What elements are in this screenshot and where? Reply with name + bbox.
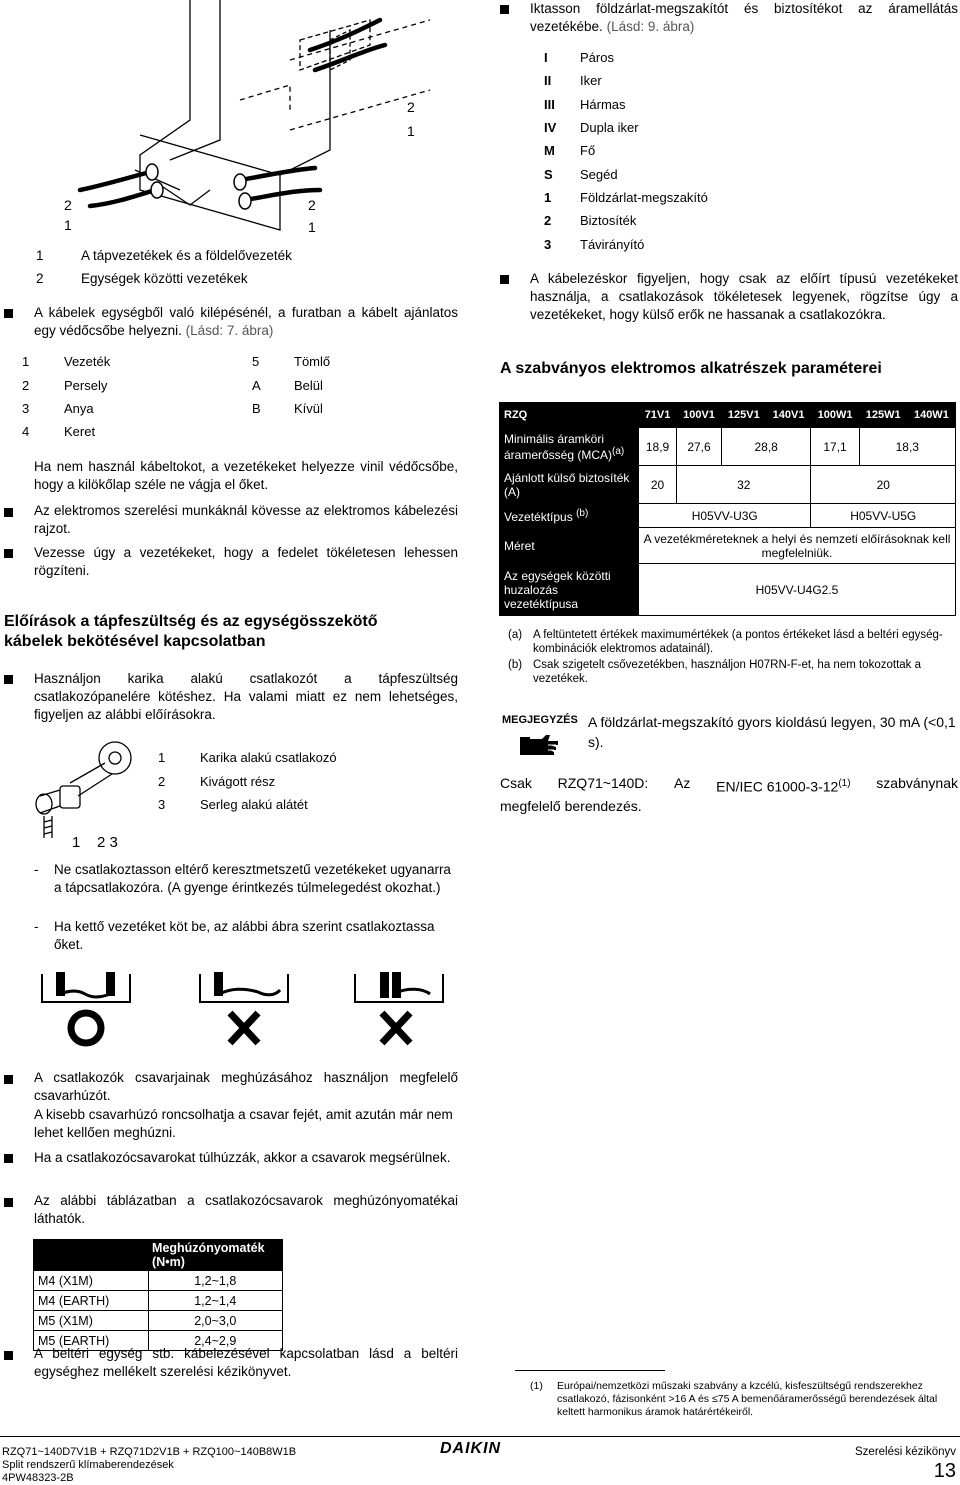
fig1-legend xyxy=(36,247,456,293)
fig7-legend: 1 Vezeték 2 Persely 3 Anya 4 Keret 5 Tömlő A Belül B Kívül xyxy=(22,354,331,439)
fig1-label: 1 xyxy=(407,123,415,139)
paragraph: Iktasson földzárlat-megszakítót és biztosítékot az áramellátás vezetékébe. (Lásd: 9. ábra) xyxy=(530,1,958,34)
note-text: A földzárlat-megszakító gyors kioldású legyen, 30 mA (<0,1 s). xyxy=(588,714,956,750)
product-name: Split rendszerű klímaberendezések xyxy=(2,1459,174,1471)
bullet xyxy=(4,549,13,558)
paragraph: Az alábbi táblázatban a csatlakozócsavarok meghúzónyomatékai láthatók. xyxy=(34,1193,458,1226)
footnote: (1) Európai/nemzetközi műszaki szabvány a kzcélú, kisfeszültségű rendszerekhez csatlakozó, fázisonként >16 A és ≤75 A bemenőáramerősségű berendezések által keltett harmonikus áramok határértékeiről. xyxy=(530,1380,938,1418)
paragraph: A kábelek egységből való kilépésénél, a furatban a kábelt ajánlatos egy védőcsőbe helyezni. (Lásd: 7. ábra) xyxy=(34,305,458,338)
section-heading: Előírások a tápfeszültség és az egységösszekötő kábelek bekötésével kapcsolatban xyxy=(4,613,378,650)
bullet xyxy=(4,309,13,318)
electrical-spec-table: RZQ 71V1 100V1 125V1 140V1 100W1 125W1 140W1 Minimális áramköri áramerősség (MCA)$^{(a)}$ 18,9 27,6 28,8 17,1 18,3 Ajánlott külső biztosíték (A) 20 32 20 Vezetéktípus $^{(b)}$ H05VV-U3G H05VV-U5G Méret A vezetékméreteknek a helyi és nemzeti előírásoknak kell megfelelniük. Az egységek közötti huzalozás vezetéktípusa H05VV-U4G2.5 xyxy=(499,402,956,616)
wire-connection-examples xyxy=(30,968,450,1048)
fig1-label: 1 xyxy=(64,217,72,233)
dash-item: - Ne csatlakoztasson eltérő keresztmetszetű vezetékeket ugyanarra a tápcsatlakozóra. (A gyenge érintkezés túlmelegedést okozhat.) xyxy=(34,862,451,895)
correct-connection xyxy=(42,972,130,1043)
footnote-rule xyxy=(515,1370,665,1371)
paragraph: A kábelezéskor figyeljen, hogy csak az előírt típusú vezetékeket használja, a csatlakozások tökéletesek legyenek, rögzítse úgy a vezetékeket, hogy külső erők ne hassanak a csatlakozókra. xyxy=(530,271,958,322)
legend-text: Egységek közötti vezetékek xyxy=(81,271,248,286)
page-number: 13 xyxy=(933,1460,956,1482)
figure-ref: (Lásd: 9. ábra) xyxy=(606,19,695,34)
bullet xyxy=(4,1075,13,1084)
daikin-logo: DAIKIN xyxy=(440,1440,502,1457)
paragraph: A beltéri egység stb. kábelezésével kapcsolatban lásd a beltéri egységhez mellékelt szerelési kézikönyvet. xyxy=(34,1346,458,1379)
fig1-label: 2 xyxy=(308,197,316,213)
hand-note-icon xyxy=(520,733,560,757)
paragraph: Ha nem használ kábeltokot, a vezetékeket helyezze vinil védőcsőbe, hogy a kilökőlap széle ne vágja el őket. xyxy=(34,459,458,492)
model-numbers: RZQ71~140D7V1B + RZQ71D2V1B + RZQ100~140B8W1B xyxy=(2,1446,297,1458)
paragraph: Ha a csatlakozócsavarokat túlhúzzák, akkor a csavarok megsérülnek. xyxy=(34,1150,451,1165)
fig1-label: 2 xyxy=(64,197,72,213)
paragraph: Vezesse úgy a vezetékeket, hogy a fedelet tökéletesen lehessen rögzíteni. xyxy=(34,545,458,578)
bullet xyxy=(4,675,13,684)
table-notes: (a) A feltüntetett értékek maximumértékek (a pontos értékeket lásd a beltéri egység-kombinációk elektromos adatainál). (b) Csak szigetelt csővezetékben, használjon H07RN-F-et, ha nem tokozottak a vezetékek. xyxy=(508,629,943,685)
legend-text: A tápvezetékek és a földelővezeték xyxy=(81,248,292,263)
footer-left xyxy=(2,1446,296,1485)
paragraph: A csatlakozók csavarjainak meghúzásához használjon megfelelő csavarhúzót. xyxy=(34,1070,458,1103)
fig1-label: 2 xyxy=(407,99,415,115)
paragraph: Csak RZQ71~140D: Az EN/IEC 61000-3-12$^{(1)}$ szabványnak megfelelő berendezés. xyxy=(500,775,958,814)
torque-table: Meghúzónyomaték (N•m) M4 (X1M) 1,2~1,8 M4 (EARTH) 1,2~1,4 M5 (X1M) 2,0~3,0 M5 (EARTH) 2,4~2,9 xyxy=(33,1239,283,1351)
legend-num: 1 xyxy=(36,248,44,263)
fig1-label: 1 xyxy=(308,219,316,235)
bullet xyxy=(4,1154,13,1163)
bullet xyxy=(4,1198,13,1207)
torque-header: Meghúzónyomaték (N•m) xyxy=(148,1240,282,1271)
figure-ref: (Lásd: 7. ábra) xyxy=(185,323,274,338)
doc-number: 4PW48323-2B xyxy=(2,1472,74,1484)
paragraph: Használjon karika alakú csatlakozót a tápfeszültség csatlakozópanelére kötéshez. Ha valami miatt ez nem lehetséges, figyeljen az alábbi előírásokra. xyxy=(34,671,458,722)
section-heading: A szabványos elektromos alkatrészek paraméterei xyxy=(500,360,882,377)
bullet xyxy=(4,1351,13,1360)
paragraph: Az elektromos szerelési munkáknál kövesse az elektromos kábelezési rajzot. xyxy=(34,503,458,536)
dash-item: - Ha kettő vezetéket köt be, az alábbi ábra szerint csatlakoztassa őket. xyxy=(34,919,435,952)
paragraph: A kisebb csavarhúzó roncsolhatja a csavar fejét, amit azután már nem lehet kellően meghúzni. xyxy=(34,1107,453,1140)
wrong-connection xyxy=(355,972,443,1043)
terminal-labels: 1 2 3 xyxy=(72,834,118,851)
terminal-legend: 1 Karika alakú csatlakozó 2 Kivágott rész 3 Serleg alakú alátét xyxy=(158,750,337,812)
wiring-outlet-figure xyxy=(40,0,460,240)
note-label: MEGJEGYZÉS xyxy=(502,714,578,726)
bullet xyxy=(500,275,509,284)
bullet xyxy=(500,5,509,14)
bullet xyxy=(4,508,13,517)
wrong-connection xyxy=(200,972,288,1043)
ring-terminal-figure xyxy=(30,738,140,848)
fig9-legend: I Páros II Iker III Hármas IV Dupla iker M Fő S Segéd 1 Földzárlat-megszakító 2 Biztosíték 3 Távirányító xyxy=(544,50,708,252)
legend-num: 2 xyxy=(36,271,44,286)
manual-title: Szerelési kézikönyv xyxy=(855,1446,956,1458)
footer-rule xyxy=(0,1436,960,1437)
